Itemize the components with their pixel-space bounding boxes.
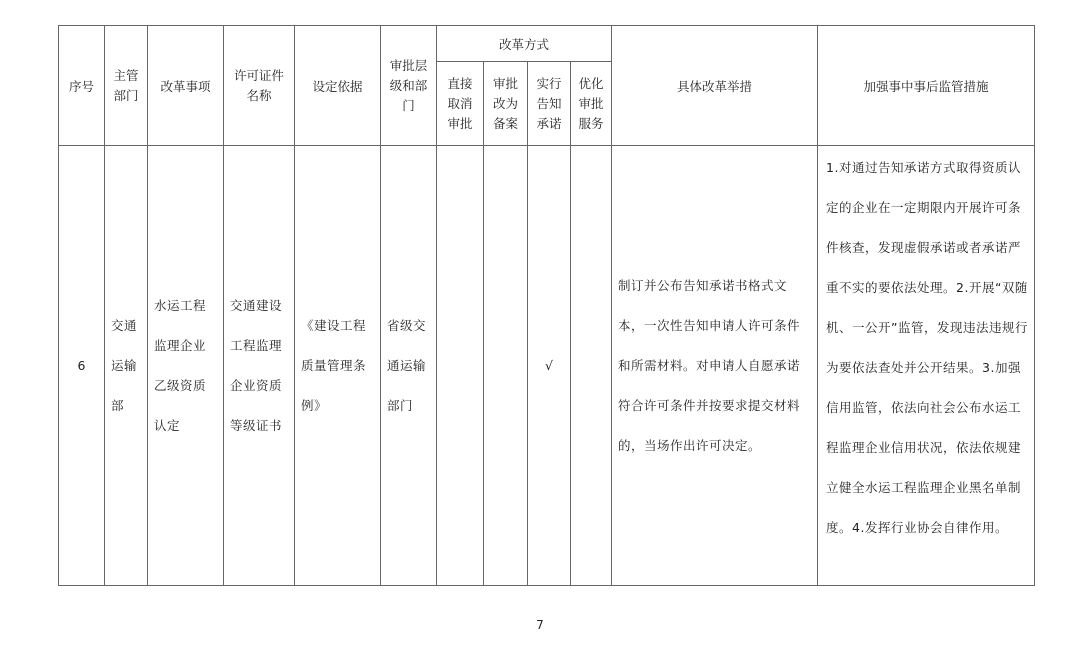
header-seq: 序号 <box>59 26 105 146</box>
header-method-cancel: 直接取消审批 <box>437 62 484 146</box>
row-method-filing <box>484 146 528 586</box>
header-license: 许可证件名称 <box>224 26 295 146</box>
row-dept: 交通运输部 <box>105 146 148 586</box>
header-measures: 具体改革举措 <box>612 26 818 146</box>
row-supervision: 1.对通过告知承诺方式取得资质认定的企业在一定期限内开展许可条件核查，发现虚假承诺或者承诺严重不实的要依法处理。2.开展“双随机、一公开”监管，发现违法违规行为要依法查处并公开结果。3.加强信用监管，依法向社会公布水运工程监理企业信用状况，依法依规建立健全水运工程监理企业黑名单制度。4.发挥行业协会自律作用。 <box>818 146 1035 586</box>
header-item: 改革事项 <box>148 26 224 146</box>
header-dept: 主管部门 <box>105 26 148 146</box>
header-level: 审批层级和部门 <box>381 26 437 146</box>
header-basis: 设定依据 <box>295 26 381 146</box>
row-method-cancel <box>437 146 484 586</box>
row-item: 水运工程监理企业乙级资质认定 <box>148 146 224 586</box>
row-method-optimize <box>571 146 612 586</box>
row-license: 交通建设工程监理企业资质等级证书 <box>224 146 295 586</box>
row-measures: 制订并公布告知承诺书格式文本，一次性告知申请人许可条件和所需材料。对申请人自愿承诺符合许可条件并按要求提交材料的，当场作出许可决定。 <box>612 146 818 586</box>
row-method-notify: √ <box>528 146 571 586</box>
header-method-notify: 实行告知承诺 <box>528 62 571 146</box>
row-seq: 6 <box>59 146 105 586</box>
header-supervision: 加强事中事后监管措施 <box>818 26 1035 146</box>
table-row <box>59 146 1035 586</box>
row-basis: 《建设工程质量管理条例》 <box>295 146 381 586</box>
header-row-top <box>59 26 1035 62</box>
reform-table <box>58 25 1035 586</box>
header-method-filing: 审批改为备案 <box>484 62 528 146</box>
header-method-optimize: 优化审批服务 <box>571 62 612 146</box>
header-method: 改革方式 <box>437 26 612 62</box>
page-number: 7 <box>536 618 544 632</box>
row-level: 省级交通运输部门 <box>381 146 437 586</box>
